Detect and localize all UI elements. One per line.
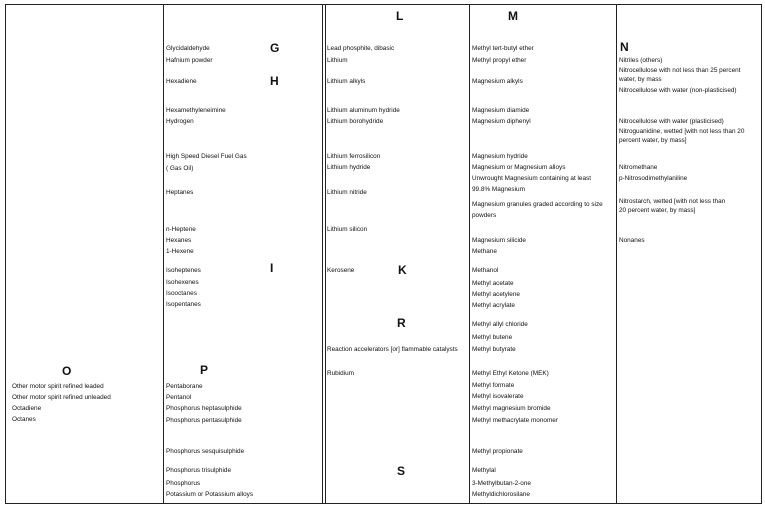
- list-item: Methyl acetate: [472, 280, 514, 287]
- section-letter-p: P: [200, 363, 209, 377]
- list-item: Phosphorus trisulphide: [166, 467, 232, 474]
- list-item: Magnesium hydride: [472, 153, 528, 160]
- list-item: Phosphorus: [166, 480, 201, 487]
- list-item: Other motor spirit refined unleaded: [12, 394, 111, 401]
- column-divider: [163, 4, 164, 504]
- list-item: Hafnium powder: [166, 57, 213, 64]
- column-divider: [616, 4, 617, 504]
- list-item: Nitrostarch, wetted [with not less than 20 percent water, by mass]: [619, 198, 726, 214]
- list-item: Methyldichlorosilane: [472, 491, 530, 498]
- list-item: Octadiene: [12, 405, 42, 412]
- list-item: Pentaborane: [166, 383, 203, 390]
- list-item: Methyl tert-butyl ether: [472, 45, 534, 52]
- list-item: p-Nitrosodimethylaniline: [619, 175, 688, 182]
- list-item: Rubidium: [327, 370, 354, 377]
- list-item: n-Heptene: [166, 226, 196, 233]
- list-item: Methyl formate: [472, 382, 515, 389]
- list-item: Octanes: [12, 416, 36, 423]
- list-item: Nitrocellulose with water (plasticised): [619, 118, 724, 125]
- list-item: Magnesium alkyls: [472, 78, 523, 85]
- list-item: Methyl Ethyl Ketone (MEK): [472, 370, 549, 377]
- list-item: Methane: [472, 248, 497, 255]
- list-item: 3-Methylbutan-2-one: [472, 480, 531, 487]
- list-item: High Speed Diesel Fuel Gas: [166, 153, 247, 160]
- list-item: Hexadiene: [166, 78, 197, 85]
- list-item: Kerosene: [327, 267, 355, 274]
- list-item: Magnesium silicide: [472, 237, 526, 244]
- list-item: Isoheptenes: [166, 267, 201, 274]
- section-letter-m: M: [508, 9, 518, 23]
- list-item: Unwrought Magnesium containing at least: [472, 175, 592, 182]
- column-divider: [322, 4, 326, 504]
- list-item: Potassium or Potassium alloys: [166, 491, 254, 498]
- list-item: Methyl magnesium bromide: [472, 405, 551, 412]
- list-item: Phosphorus heptasulphide: [166, 405, 242, 412]
- section-letter-i: I: [270, 261, 274, 275]
- list-item: Nitromethane: [619, 164, 658, 171]
- list-item: Methyl propionate: [472, 448, 523, 455]
- section-letter-n: N: [620, 40, 629, 54]
- list-item: Isopentanes: [166, 301, 201, 308]
- list-item: Methyl butyrate: [472, 346, 516, 353]
- list-item: 1-Hexene: [166, 248, 194, 255]
- section-letter-o: O: [62, 364, 72, 378]
- list-item: Magnesium diamide: [472, 107, 530, 114]
- table-bottom-border: [5, 503, 762, 504]
- list-item: Nitrocellulose with water (non-plasticised): [619, 87, 737, 94]
- list-item: Lead phosphite, dibasic: [327, 45, 395, 52]
- table-top-border: [5, 4, 762, 5]
- list-item: Methanol: [472, 267, 499, 274]
- column-divider: [5, 4, 6, 504]
- list-item: Heptanes: [166, 189, 194, 196]
- list-item: Magnesium diphenyl: [472, 118, 531, 125]
- list-item: Lithium hydride: [327, 164, 371, 171]
- list-item: Methyl butene: [472, 334, 513, 341]
- list-item: Nitriles (others): [619, 57, 663, 64]
- list-item: Lithium borohydride: [327, 118, 384, 125]
- list-item: Isooctanes: [166, 290, 197, 297]
- list-item: Methyl allyl chloride: [472, 321, 528, 328]
- list-item: Reaction accelerators [or] flammable catalysts: [327, 346, 458, 353]
- list-item: Other motor spirit refined leaded: [12, 383, 104, 390]
- list-item: Lithium silicon: [327, 226, 368, 233]
- section-letter-k: K: [398, 263, 407, 277]
- list-item: Pentanol: [166, 394, 192, 401]
- list-item: Magnesium granules graded according to size: [472, 201, 603, 208]
- list-item: Nitrocellulose with not less than 25 percent water, by mass: [619, 67, 741, 83]
- list-item: Methylal: [472, 467, 496, 474]
- list-item: 99.8% Magnesium: [472, 186, 525, 193]
- list-item: Magnesium or Magnesium alloys: [472, 164, 566, 171]
- list-item: Hexamethyleneimine: [166, 107, 226, 114]
- list-item: Glycidaldehyde: [166, 45, 210, 52]
- list-item: Isohexenes: [166, 279, 199, 286]
- list-item: Nitroguanidine, wetted [with not less than 20 percent water, by mass]: [619, 128, 745, 144]
- list-item: Methyl propyl ether: [472, 57, 527, 64]
- list-item: Lithium ferrosilicon: [327, 153, 381, 160]
- list-item: Methyl methacrylate monomer: [472, 417, 558, 424]
- section-letter-h: H: [270, 74, 279, 88]
- list-item: Lithium: [327, 57, 348, 64]
- section-letter-l: L: [396, 9, 404, 23]
- column-divider: [761, 4, 762, 504]
- list-item: Methyl acrylate: [472, 302, 515, 309]
- list-item: Phosphorus sesquisulphide: [166, 448, 245, 455]
- list-item: powders: [472, 212, 497, 219]
- list-item: Methyl acetylene: [472, 291, 520, 298]
- list-item: Hydrogen: [166, 118, 194, 125]
- section-letter-g: G: [270, 41, 280, 55]
- list-item: Hexanes: [166, 237, 192, 244]
- list-item: Lithium alkyls: [327, 78, 366, 85]
- list-item: Lithium aluminum hydride: [327, 107, 400, 114]
- list-item: Lithium nitride: [327, 189, 367, 196]
- section-letter-s: S: [397, 464, 406, 478]
- list-item: Phosphorus pentasulphide: [166, 417, 242, 424]
- list-item: Nonanes: [619, 237, 645, 244]
- list-item: Methyl isovalerate: [472, 393, 524, 400]
- section-letter-r: R: [397, 316, 406, 330]
- list-item: ( Gas Oil): [166, 165, 194, 172]
- column-divider: [469, 4, 470, 504]
